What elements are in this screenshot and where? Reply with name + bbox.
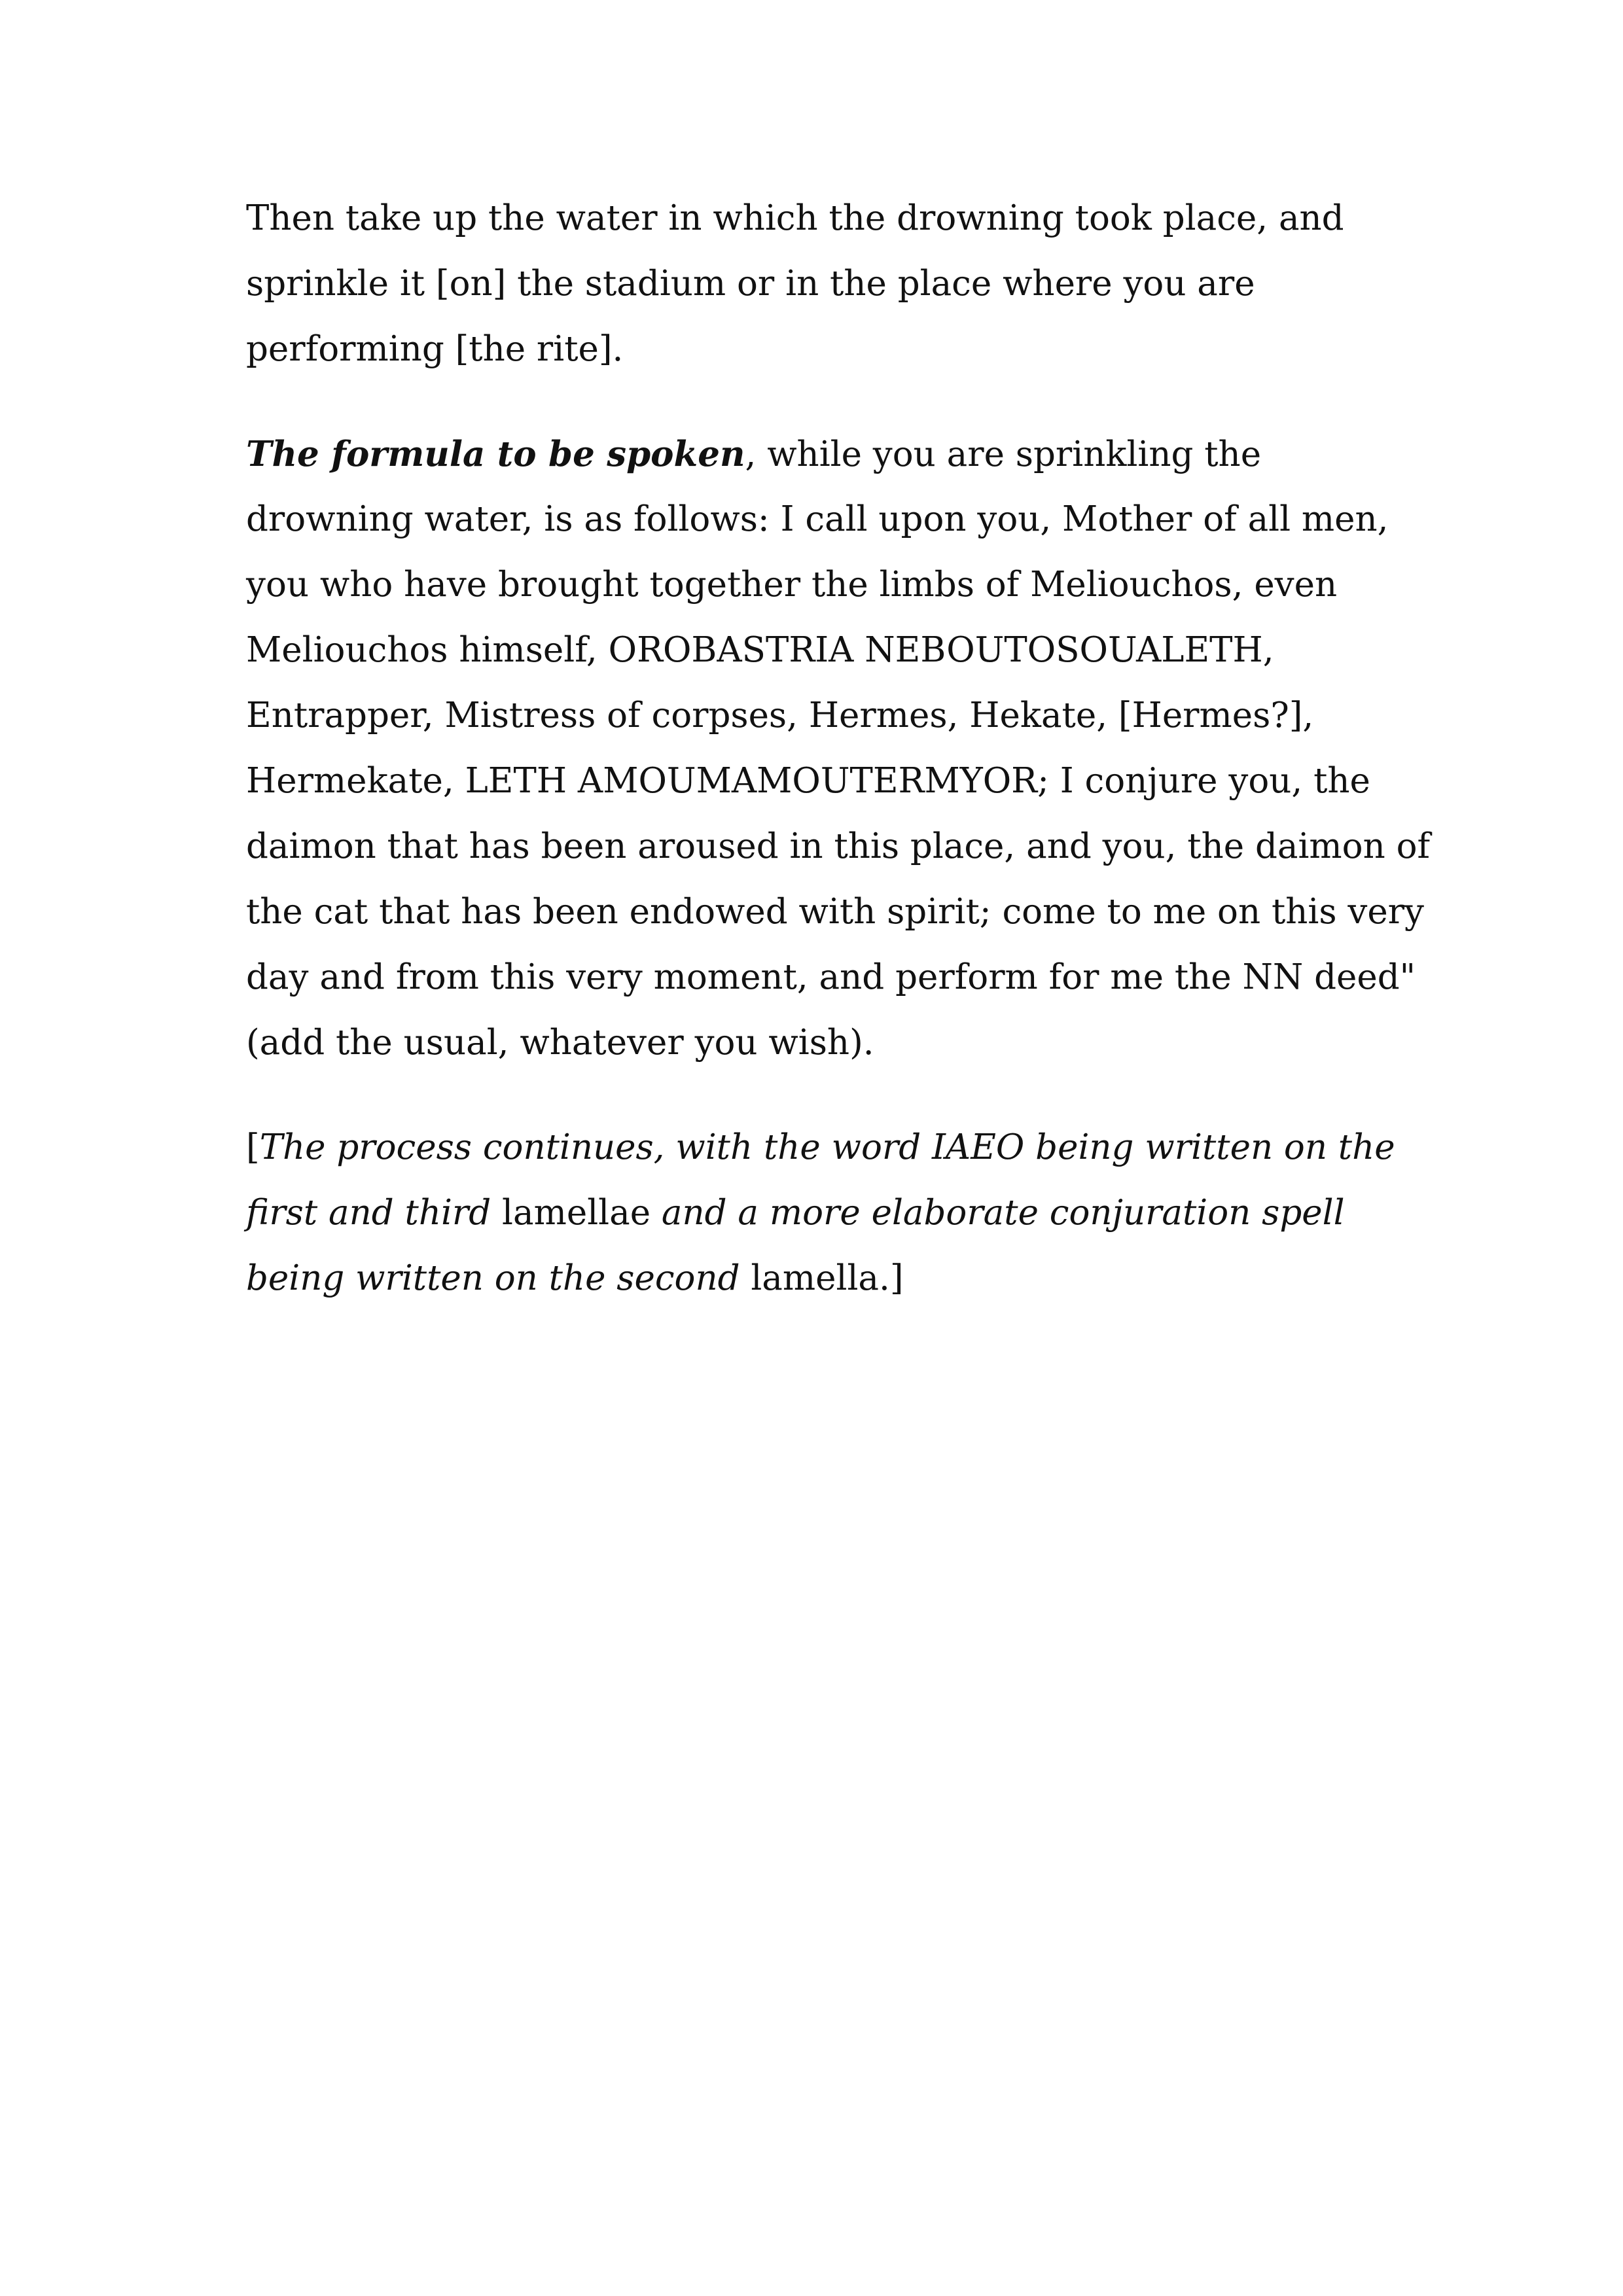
emphasized-text: The formula to be spoken xyxy=(246,434,745,474)
text-line xyxy=(246,618,1424,683)
paragraph xyxy=(246,186,1424,382)
text-run: , while you are sprinkling the xyxy=(745,434,1262,474)
text-line xyxy=(246,1115,1424,1180)
emphasized-text: first and third xyxy=(246,1193,491,1233)
text-line xyxy=(246,421,1424,487)
text-line xyxy=(246,945,1424,1010)
paragraph xyxy=(246,1115,1424,1311)
text-line xyxy=(246,552,1424,618)
text-line xyxy=(246,879,1424,945)
text-run: [ xyxy=(246,1127,260,1167)
emphasized-text: being written on the second xyxy=(246,1258,740,1298)
text-run: lamella.] xyxy=(740,1258,904,1298)
text-run: day and from this very moment, and perform for me the NN deed" xyxy=(246,957,1416,997)
text-line xyxy=(246,683,1424,749)
text-run: you who have brought together the limbs of Meliouchos, even xyxy=(246,565,1338,605)
text-line xyxy=(246,487,1424,552)
text-line xyxy=(246,814,1431,879)
text-run: lamellae xyxy=(491,1193,662,1233)
text-line xyxy=(246,749,1424,814)
text-line xyxy=(246,1246,1424,1311)
text-run: sprinkle it [on] the stadium or in the place where you are xyxy=(246,264,1255,304)
text-line xyxy=(246,317,1424,382)
text-run: the cat that has been endowed with spirit; come to me on this very xyxy=(246,892,1424,932)
paragraph xyxy=(246,421,1431,1076)
text-line xyxy=(246,186,1424,251)
text-run: Meliouchos himself, OROBASTRIA NEBOUTOSOUALETH, xyxy=(246,630,1274,670)
text-run: drowning water, is as follows: I call upon you, Mother of all men, xyxy=(246,499,1389,539)
text-line xyxy=(246,1180,1424,1246)
text-run: performing [the rite]. xyxy=(246,329,624,369)
text-run: daimon that has been aroused in this place, and you, the daimon of xyxy=(246,826,1431,866)
text-run: (add the usual, whatever you wish). xyxy=(246,1023,874,1063)
text-line xyxy=(246,251,1424,317)
text-run: Then take up the water in which the drowning took place, and xyxy=(246,198,1344,238)
emphasized-text: The process continues, with the word IAEO being written on the xyxy=(259,1127,1395,1167)
text-run: Hermekate, LETH AMOUMAMOUTERMYOR; I conjure you, the xyxy=(246,761,1370,801)
text-run: Entrapper, Mistress of corpses, Hermes, Hekate, [Hermes?], xyxy=(246,696,1314,735)
text-line xyxy=(246,1010,1424,1076)
document-page xyxy=(246,186,1431,1351)
emphasized-text: and a more elaborate conjuration spell xyxy=(661,1193,1345,1233)
